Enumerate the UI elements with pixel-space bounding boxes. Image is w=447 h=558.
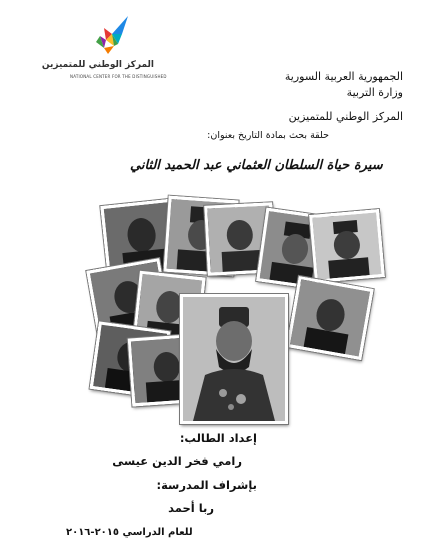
prepared-by-label: إعداد الطالب: (179, 431, 257, 445)
logo-english-text: NATIONAL CENTER FOR THE DISTINGUISHED (70, 74, 167, 79)
portrait-collage (86, 198, 386, 418)
student-name: رامي فخر الدين عيسى (112, 454, 242, 468)
academic-year: للعام الدراسي ٢٠١٥-٢٠١٦ (66, 527, 193, 538)
logo-arabic-text: المركز الوطني للمتميزين (41, 60, 154, 70)
portrait-photo (309, 209, 385, 283)
research-title: سيرة حياة السلطان العثماني عبد الحميد الثاني (130, 158, 383, 173)
header-ministry: وزارة التربية (346, 86, 403, 99)
logo-bird-icon (92, 14, 132, 58)
portrait-photo-center (180, 294, 288, 424)
research-subtitle: حلقة بحث بمادة التاريخ بعنوان: (207, 130, 329, 141)
portrait-photo (286, 276, 373, 360)
supervision-label: بإشراف المدرسة: (156, 478, 257, 492)
national-center-logo (41, 14, 167, 88)
teacher-name: ربا أحمد (168, 501, 214, 515)
header-country: الجمهورية العربية السورية (284, 70, 403, 83)
header-center: المركز الوطني للمتميزين (288, 110, 403, 123)
